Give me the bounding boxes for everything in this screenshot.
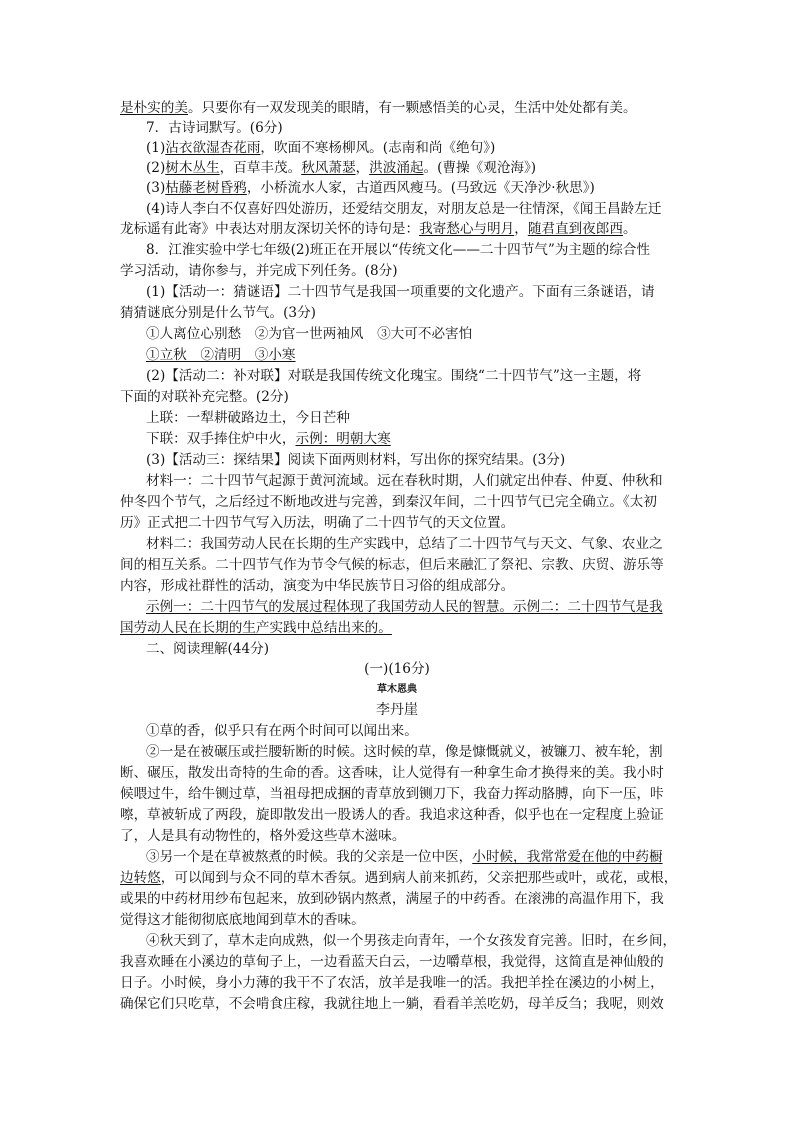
material-2-line-3: 内容，形成社群性的活动，演变为中华民族节日习俗的组成部分。 <box>120 578 515 594</box>
paragraph-1: ①草的香，似乎只有在两个时间可以闻出来。 <box>146 723 418 739</box>
couplet-upper: 上联：一犁耕破路边土，今日芒种 <box>146 410 350 426</box>
paragraph-2-line-4: 嚓，草被斩成了两段，旋即散发出一股诱人的香。我追求这种香，似乎也在一定程度上验证 <box>120 807 664 823</box>
question-7-item-3: (3)枯藤老树昏鸦，小桥流水人家，古道西风瘦马。(马致远《天净沙·秋思》) <box>146 180 595 196</box>
section-2-title: 二、阅读理解(44分) <box>146 641 270 657</box>
material-1-line-3: 历》正式把二十四节气写入历法，明确了二十四节气的天文位置。 <box>120 515 515 531</box>
material-1-line-2: 仲冬四个节气，之后经过不断地改进与完善，到秦汉年间，二十四节气已完全确立。《太初 <box>120 494 657 510</box>
question-8-line-2: 学习活动，请你参与，并完成下列任务。(8分) <box>120 263 398 279</box>
activity-3-answer-line-2: 国劳动人民在长期的生产实践中总结出来的。 <box>120 620 392 636</box>
paragraph-4-line-1: ④秋天到了，草木走向成熟，似一个男孩走向青年，一个女孩发育完善。旧时，在乡间， <box>146 933 677 949</box>
passage-author: 李丹崖 <box>376 702 418 718</box>
paragraph-2-line-3: 候喂过牛，给牛铡过草，当祖母把成捆的青草放到铡刀下，我奋力挥动胳膊，向下一压，咔 <box>120 786 664 802</box>
paragraph-2-line-5: 了，人是具有动物性的，格外爱这些草木滋味。 <box>120 828 406 844</box>
paragraph-4-line-3: 日子。小时候，身小力薄的我干不了农活，放羊是我唯一的活。我把羊拴在溪边的小树上， <box>120 975 664 991</box>
material-2-line-1: 材料二：我国劳动人民在长期的生产实践中，总结了二十四节气与天文、气象、农业之 <box>146 536 663 552</box>
material-2-line-2: 间的相互关系。二十四节气作为节令气候的标志，但后来融汇了祭祀、宗教、庆贸、游乐等 <box>120 557 664 573</box>
couplet-lower: 下联：双手捧住炉中火，示例：明朝大寒 <box>146 431 391 447</box>
question-7-title: 7．古诗词默写。(6分) <box>146 120 283 136</box>
activity-1-line-2: 猜猜谜底分别是什么节气。(3分) <box>120 305 316 321</box>
activity-1-riddles: ①人离位心别愁 ②为官一世两袖风 ③大可不必害怕 <box>146 326 473 342</box>
activity-1-answers: ①立秋 ②清明 ③小寒 <box>146 347 296 363</box>
question-8-line-1: 8．江淮实验中学七年级(2)班正在开展以“传统文化——二十四节气”为主题的综合性 <box>146 242 650 258</box>
paragraph-3-line-2: 边转悠，可以闻到与众不同的草木香氛。遇到病人前来抓药，父亲把那些或叶，或花，或根， <box>120 870 678 886</box>
material-1-line-1: 材料一：二十四节气起源于黄河流域。远在春秋时期，人们就定出仲春、仲夏、仲秋和 <box>146 473 663 489</box>
passage-part-label: (一)(16分) <box>364 661 430 677</box>
paragraph-4-line-4: 确保它们只吃草，不会啃食庄稼，我就往地上一躺，看看羊羔吃奶，母羊反刍；我呢，则效 <box>120 996 664 1012</box>
passage-title: 草木恩典 <box>377 684 417 695</box>
question-7-item-4-line-2: 龙标遥有此寄》中表达对朋友深切关怀的诗句是：我寄愁心与明月，随君直到夜郎西。 <box>120 221 637 237</box>
activity-1-line-1: (1)【活动一：猜谜语】二十四节气是我国一项重要的文化遗产。下面有三条谜语，请 <box>146 284 655 300</box>
question-7-item-4-line-1: (4)诗人李白不仅喜好四处游历，还爱结交朋友，对朋友总是一往情深，《闻王昌龄左迁 <box>146 201 662 217</box>
activity-2-line-2: 下面的对联补充完整。(2分) <box>120 389 289 405</box>
activity-2-line-1: (2)【活动二：补对联】对联是我国传统文化瑰宝。围绕“二十四节气”这一主题，将 <box>146 368 642 384</box>
paragraph-3-line-3: 或果的中药材用纱布包起来，放到砂锅内熬煮，满屋子的中药香。在滚沸的高温作用下，我 <box>120 891 664 907</box>
paragraph-2-line-1: ②一是在被碾压或拦腰斩断的时候。这时候的草，像是慷慨就义，被镰刀、被车轮，割 <box>146 744 663 760</box>
line-1: 是朴实的美。只要你有一双发现美的眼睛，有一颗感悟美的心灵，生活中处处都有美。 <box>120 100 637 116</box>
question-7-item-2: (2)树木丛生，百草丰茂。秋风萧瑟，洪波涌起。(曹操《观沧海》) <box>146 160 537 176</box>
paragraph-3-line-4: 觉得这才能彻彻底底地闻到草木的香味。 <box>120 912 365 928</box>
activity-3-answer-line-1: 示例一：二十四节气的发展过程体现了我国劳动人民的智慧。示例二：二十四节气是我 <box>146 599 663 615</box>
question-7-item-1: (1)沾衣欲湿杏花雨，吹面不寒杨柳风。(志南和尚《绝句》) <box>146 140 496 156</box>
paragraph-3-line-1: ③另一个是在草被熬煮的时候。我的父亲是一位中医，小时候，我常常爱在他的中药橱 <box>146 849 663 865</box>
activity-3-title: (3)【活动三：探结果】阅读下面两则材料，写出你的探究结果。(3分) <box>146 452 566 468</box>
paragraph-4-line-2: 我喜欢睡在小溪边的草甸子上，一边看蓝天白云，一边嚼草根，我觉得，这简直是神仙般的 <box>120 954 664 970</box>
paragraph-2-line-2: 断、碾压，散发出奇特的生命的香。这香味，让人觉得有一种拿生命才换得来的美。我小时 <box>120 765 664 781</box>
